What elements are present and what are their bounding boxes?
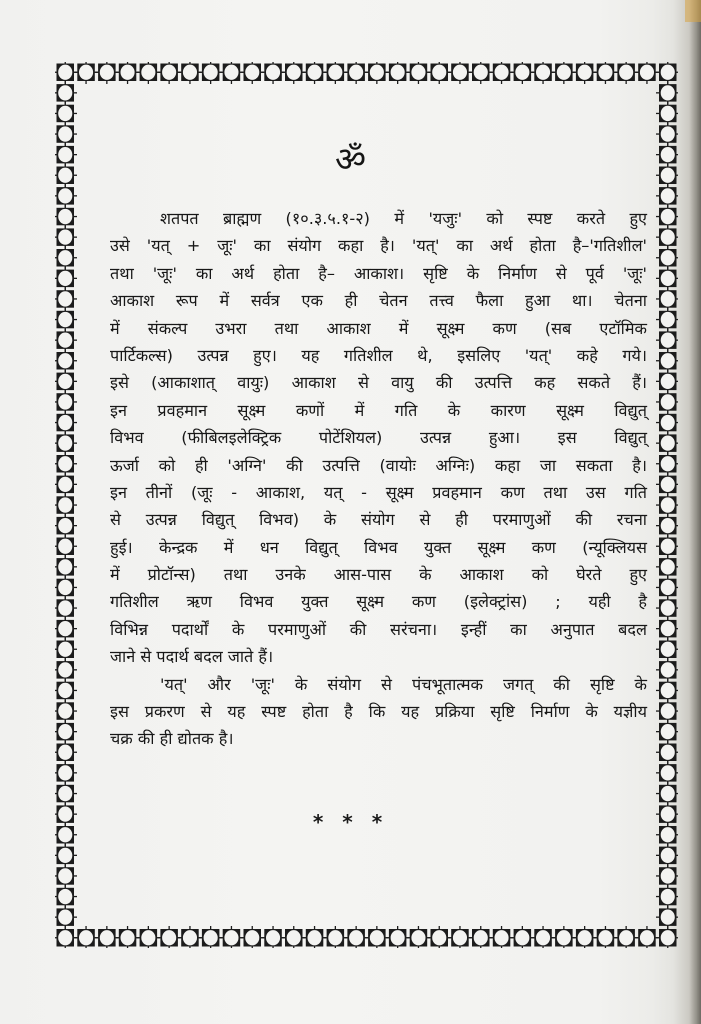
text-line: शतपत ब्राह्मण (१०.३.५.१-२) में 'यजुः' को स्पष्ट करते हुए <box>160 209 647 228</box>
paragraph-2 <box>110 671 647 753</box>
text-line: आकाश रूप में सर्वत्र एक ही चेतन तत्त्व फैला हुआ था। चेतना <box>110 291 647 311</box>
text-line: 'यत्' और 'जूः' के संयोग से पंचभूतात्मक जगत् की सृष्टि के <box>160 674 647 694</box>
text-line: में संकल्प उभरा तथा आकाश में सूक्ष्म कण (सब एटॉमिक <box>110 318 647 338</box>
text-line: इस प्रकरण से यह स्पष्ट होता है कि यह प्रक्रिया सृष्टि निर्माण के यज्ञीय <box>110 702 647 722</box>
text-line: ऊर्जा को ही 'अग्नि' की उत्पत्ति (वायोः अग्निः) कहा जा सकता है। <box>110 455 647 475</box>
text-line: गतिशील ऋण विभव युक्त सूक्ष्म कण (इलेक्ट्रांस) ; यही है <box>110 592 647 612</box>
text-line: से उत्पन्न विद्युत् विभव) के संयोग से ही परमाणुओं की रचना <box>110 510 647 530</box>
body-text <box>110 205 647 753</box>
text-line: हुई। केन्द्रक में धन विद्युत् विभव युक्त सूक्ष्म कण (न्यूक्लियस <box>110 537 647 557</box>
section-break-asterisks: * * * <box>312 810 389 834</box>
text-line: इन तीनों (जूः - आकाश, यत् - सूक्ष्म प्रवहमान कण तथा उस गति <box>110 482 647 502</box>
text-line: में प्रोटॉन्स) तथा उनके आस-पास के आकाश को घेरते हुए <box>110 565 647 585</box>
paragraph-1 <box>110 205 647 671</box>
text-line: विभव (फीबिलइलेक्ट्रिक पोटेंशियल) उत्पन्न हुआ। इस विद्युत् <box>110 428 647 448</box>
text-line: विभिन्न पदार्थों के परमाणुओं की सरंचना। इन्हीं का अनुपात बदल <box>110 619 647 639</box>
om-symbol: ॐ <box>334 140 366 180</box>
text-line: इसे (आकाशात् वायुः) आकाश से वायु की उत्पत्ति कह सकते हैं। <box>110 373 647 393</box>
book-edge-tint <box>685 0 701 22</box>
text-line: पार्टिकल्स) उत्पन्न हुए। यह गतिशील थे, इसलिए 'यत्' कहे गये। <box>110 345 647 365</box>
text-line: उसे 'यत् + जूः' का संयोग कहा है। 'यत्' का अर्थ होता है–'गतिशील' <box>110 236 647 256</box>
text-line: चक्र की ही द्योतक है। <box>110 729 234 749</box>
text-line: इन प्रवहमान सूक्ष्म कणों में गति के कारण सूक्ष्म विद्युत् <box>110 400 647 420</box>
text-line: तथा 'जूः' का अर्थ होता है– आकाश। सृष्टि के निर्माण से पूर्व 'जूः' <box>110 263 647 283</box>
text-line: जाने से पदार्थ बदल जाते हैं। <box>110 647 274 667</box>
